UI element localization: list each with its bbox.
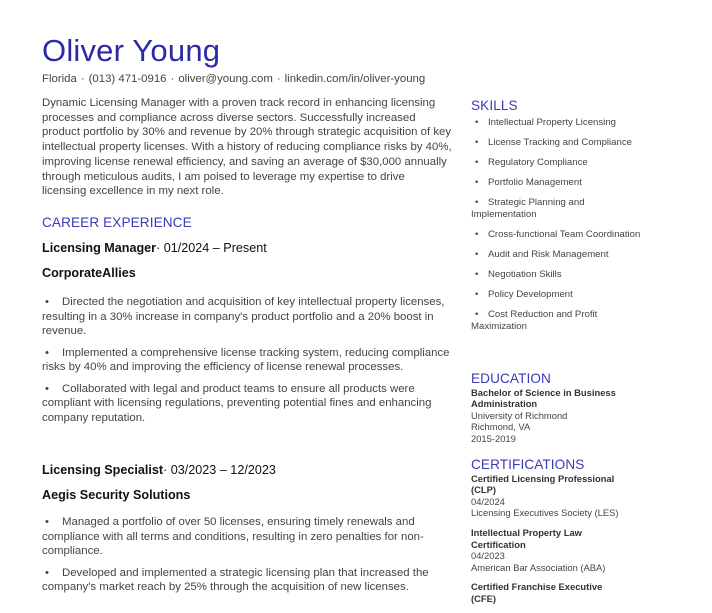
education-section [471,373,621,445]
separator: · [170,73,175,85]
certification-issuer: Licensing Executives Society (LES) [471,507,619,519]
company-name: CorporateAllies [42,266,136,280]
school-location: Richmond, VA [471,421,531,433]
separator: · [80,73,85,85]
bullet-icon: • [475,157,479,168]
job-title [42,241,267,255]
job-role: Licensing Manager [42,241,157,255]
bullet-icon: • [475,249,479,260]
degree: Bachelor of Science in Business Administration [471,386,616,410]
section-title-education: EDUCATION [471,371,551,386]
certification-item [471,473,621,519]
certification-item [471,581,621,604]
bullet-icon: • [475,137,479,148]
section-title-skills: SKILLS [471,98,518,113]
job-dates: · 03/2023 – 12/2023 [163,463,276,477]
job-title [42,463,276,477]
certification-item [471,527,621,573]
bullet-icon: • [475,197,479,208]
list-item: • Audit and Risk Management [471,249,651,261]
section-title-experience: CAREER EXPERIENCE [42,215,192,230]
bullet-icon: • [45,566,49,579]
list-item: • Collaborated with legal and product teams to ensure all products were compliant with licensing regulations, preventing potential fines and enhancing company reputation. [42,382,432,424]
bullet-icon: • [475,289,479,300]
certification-issuer: American Bar Association (ABA) [471,561,606,573]
education-years: 2015-2019 [471,432,516,444]
list-item: • Intellectual Property Licensing [471,117,651,129]
list-item: • Implemented a comprehensive license tracking system, reducing compliance risks by 40% and improving the efficiency of license renewal processes. [42,346,450,373]
bullet-icon: • [475,117,479,128]
bullet-icon: • [45,516,49,528]
certification-date: 04/2024 [471,495,505,507]
job-bullets [42,515,452,602]
list-item: • Cross-functional Team Coordination [471,229,651,241]
job-dates: · 01/2024 – Present [156,241,267,255]
email-link[interactable]: oliver@young.com [178,73,273,85]
list-item: • Portfolio Management [471,177,651,189]
skills-section [471,98,651,341]
certification-name: Intellectual Property Law Certification [471,526,582,550]
certifications-section [471,459,621,613]
list-item: • Policy Development [471,289,651,301]
certification-name: Certified Franchise Executive (CFE) [471,581,603,604]
list-item: • Developed and implemented a strategic licensing plan that increased the company's market reach by 25% through the acquisition of new licenses. [42,566,429,593]
list-item: • Managed a portfolio of over 50 licenses, ensuring timely renewals and compliance with all terms and conditions, resulting in zero penalties for non-compliance. [42,516,424,557]
professional-summary: Dynamic Licensing Manager with a proven track record in enhancing licensing processes and compliance across diverse sectors. Successfully increased product portfolio by 30% and revenue by 20% through strategic acquisition of key intellectual property licenses. With a history of reducing compliance risks by 40%, improving license renewal efficiency, and saving an average of $30,000 annually through meticulous audits, I am poised to leverage my expertise to drive licensing excellence in my next role. [42,97,452,198]
section-title-certifications: CERTIFICATIONS [471,457,585,472]
certification-date: 04/2023 [471,550,505,562]
list-item: • Regulatory Compliance [471,157,651,169]
bullet-icon: • [475,269,479,280]
job-bullets [42,295,452,432]
job-role: Licensing Specialist [42,463,164,477]
bullet-icon: • [45,346,49,359]
bullet-icon: • [475,177,479,188]
candidate-name: Oliver Young [42,33,221,68]
list-item: • Directed the negotiation and acquisition of key intellectual property licenses, resulting in a 30% increase in company's product portfolio and a 20% boost in revenue. [42,296,445,337]
separator: · [276,73,281,85]
list-item: • Cost Reduction and Profit Maximization [471,309,598,332]
school: University of Richmond [471,409,568,421]
certification-name: Certified Licensing Professional (CLP) [471,472,615,496]
location: Florida [42,73,77,85]
bullet-icon: • [475,309,479,320]
contact-line [42,73,425,85]
linkedin-link[interactable]: linkedin.com/in/oliver-young [284,73,426,85]
company-name: Aegis Security Solutions [42,488,191,502]
list-item: • Negotiation Skills [471,269,651,281]
list-item: • License Tracking and Compliance [471,137,651,149]
phone: (013) 471-0916 [88,73,167,85]
skills-list [471,117,651,333]
bullet-icon: • [45,382,49,395]
bullet-icon: • [45,296,49,308]
bullet-icon: • [475,229,479,240]
list-item: • Strategic Planning and Implementation [471,197,585,220]
